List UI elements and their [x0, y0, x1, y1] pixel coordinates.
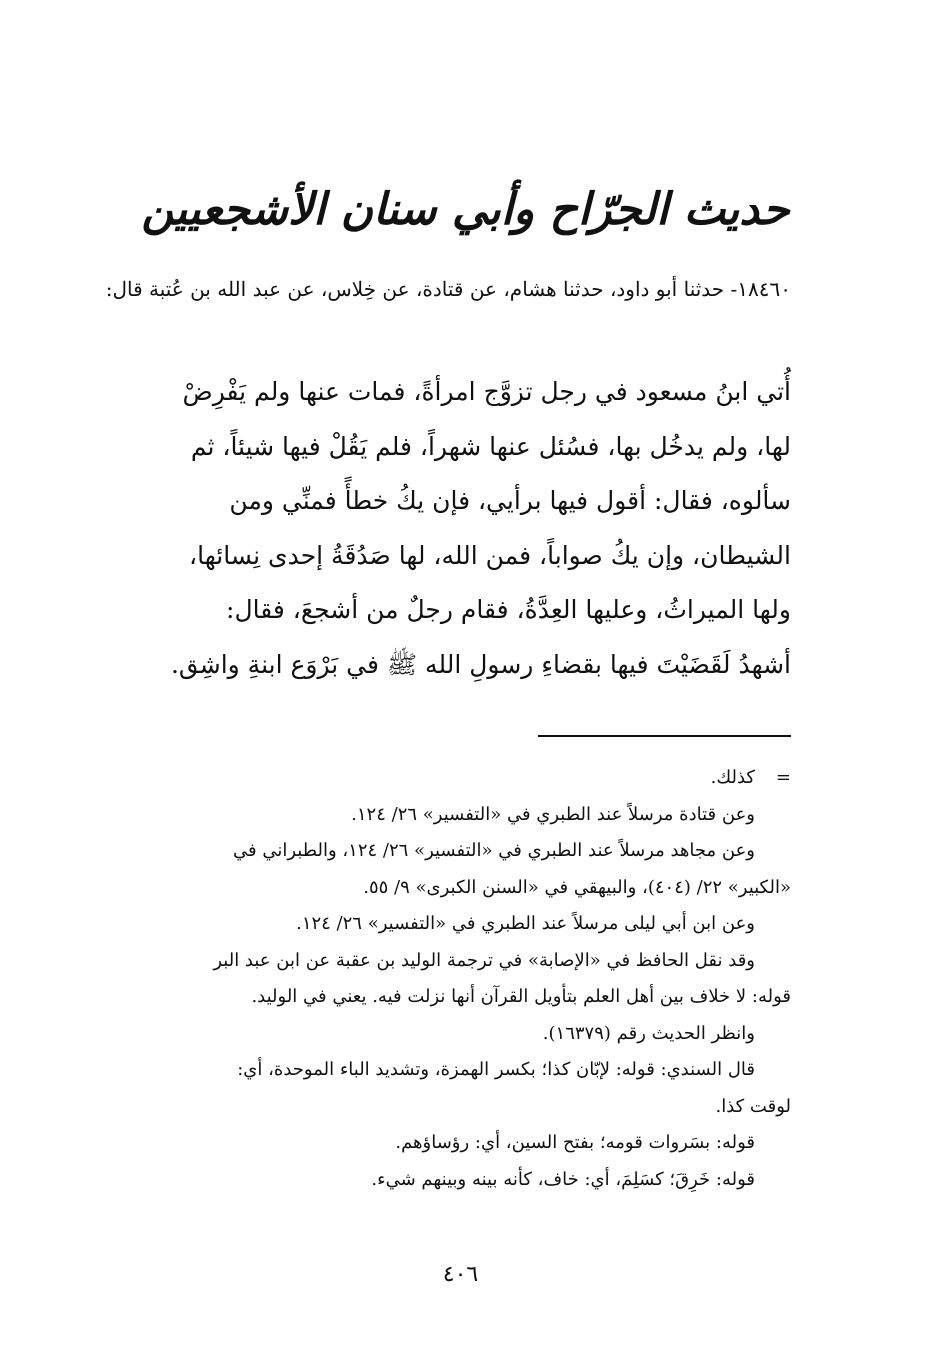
footnote-line: وعن قتادة مرسلاً عند الطبري في «التفسير» ٢٦/ ١٢٤.	[351, 803, 755, 825]
continuation-mark: =	[775, 767, 791, 788]
footnote-line: «الكبير» ٢٢/ (٤٠٤)، والبيهقي في «السنن الكبرى» ٩/ ٥٥.	[363, 876, 791, 898]
page-number: ٤٠٦	[442, 1262, 479, 1287]
hadith-matn	[95, 365, 791, 692]
chapter-title: حديث الجرّاح وأبي سنان الأشجعيين	[141, 184, 790, 235]
footnote-separator	[538, 735, 791, 737]
footnote-line: وعن ابن أبي ليلى مرسلاً عند الطبري في «التفسير» ٢٦/ ١٢٤.	[296, 913, 755, 934]
matn-line: أُتي ابنُ مسعود في رجل تزوَّج امرأةً، فمات عنها ولم يَفْرِضْ	[182, 377, 791, 406]
matn-line: سألوه، فقال: أقول فيها برأيي، فإن يكُ خطأً فمنِّي ومن	[229, 486, 791, 515]
matn-line: ولها الميراثُ، وعليها العِدَّةُ، فقام رجلٌ من أشجعَ، فقال:	[226, 595, 791, 624]
matn-line: الشيطان، وإن يكُ صواباً، فمن الله، لها صَدُقَةُ إحدى نِسائها،	[189, 540, 791, 570]
footnote-line: قوله: لا خلاف بين أهل العلم بتأويل القرآن أنها نزلت فيه. يعني في الوليد.	[251, 986, 791, 1007]
footnote-line: قال السندي: قوله: لإبّان كذا؛ بكسر الهمزة، وتشديد الباء الموحدة، أي:	[237, 1059, 755, 1080]
isnad-text: حدثنا أبو داود، حدثنا هشام، عن قتادة، عن خِلاس، عن عبد الله بن عُتبة قال:	[105, 277, 725, 301]
hadith-number: ١٨٤٦٠-	[730, 277, 791, 301]
matn-line: لها، ولم يدخُل بها، فسُئل عنها شهراً، فلم يَقُلْ فيها شيئاً، ثم	[190, 431, 791, 461]
footnote-line: وقد نقل الحافظ في «الإصابة» في ترجمة الوليد بن عقبة عن ابن عبد البر	[213, 949, 755, 971]
footnote-line: وعن مجاهد مرسلاً عند الطبري في «التفسير» ٢٦/ ١٢٤، والطبراني في	[232, 840, 755, 861]
footnote-line: قوله: بسَروات قومه؛ بفتح السين، أي: رؤساؤهم.	[395, 1132, 755, 1153]
footnote-line: وانظر الحديث رقم (١٦٣٧٩).	[542, 1022, 755, 1044]
footnote-text: كذلك.	[710, 767, 755, 788]
hadith-isnad	[95, 272, 791, 306]
footnote-line: قوله: خَرِقَ؛ كسَلِمَ، أي: خاف، كأنه بينه وبينهم شيء.	[371, 1168, 755, 1190]
footnote-line: لوقت كذا.	[715, 1095, 791, 1117]
matn-line: أشهدُ لَقَضَيْتَ فيها بقضاءِ رسولِ الله ﷺ في بَرْوَع ابنةِ واشِق.	[170, 649, 791, 679]
footnote-line	[95, 760, 791, 797]
footnotes	[95, 760, 791, 1198]
